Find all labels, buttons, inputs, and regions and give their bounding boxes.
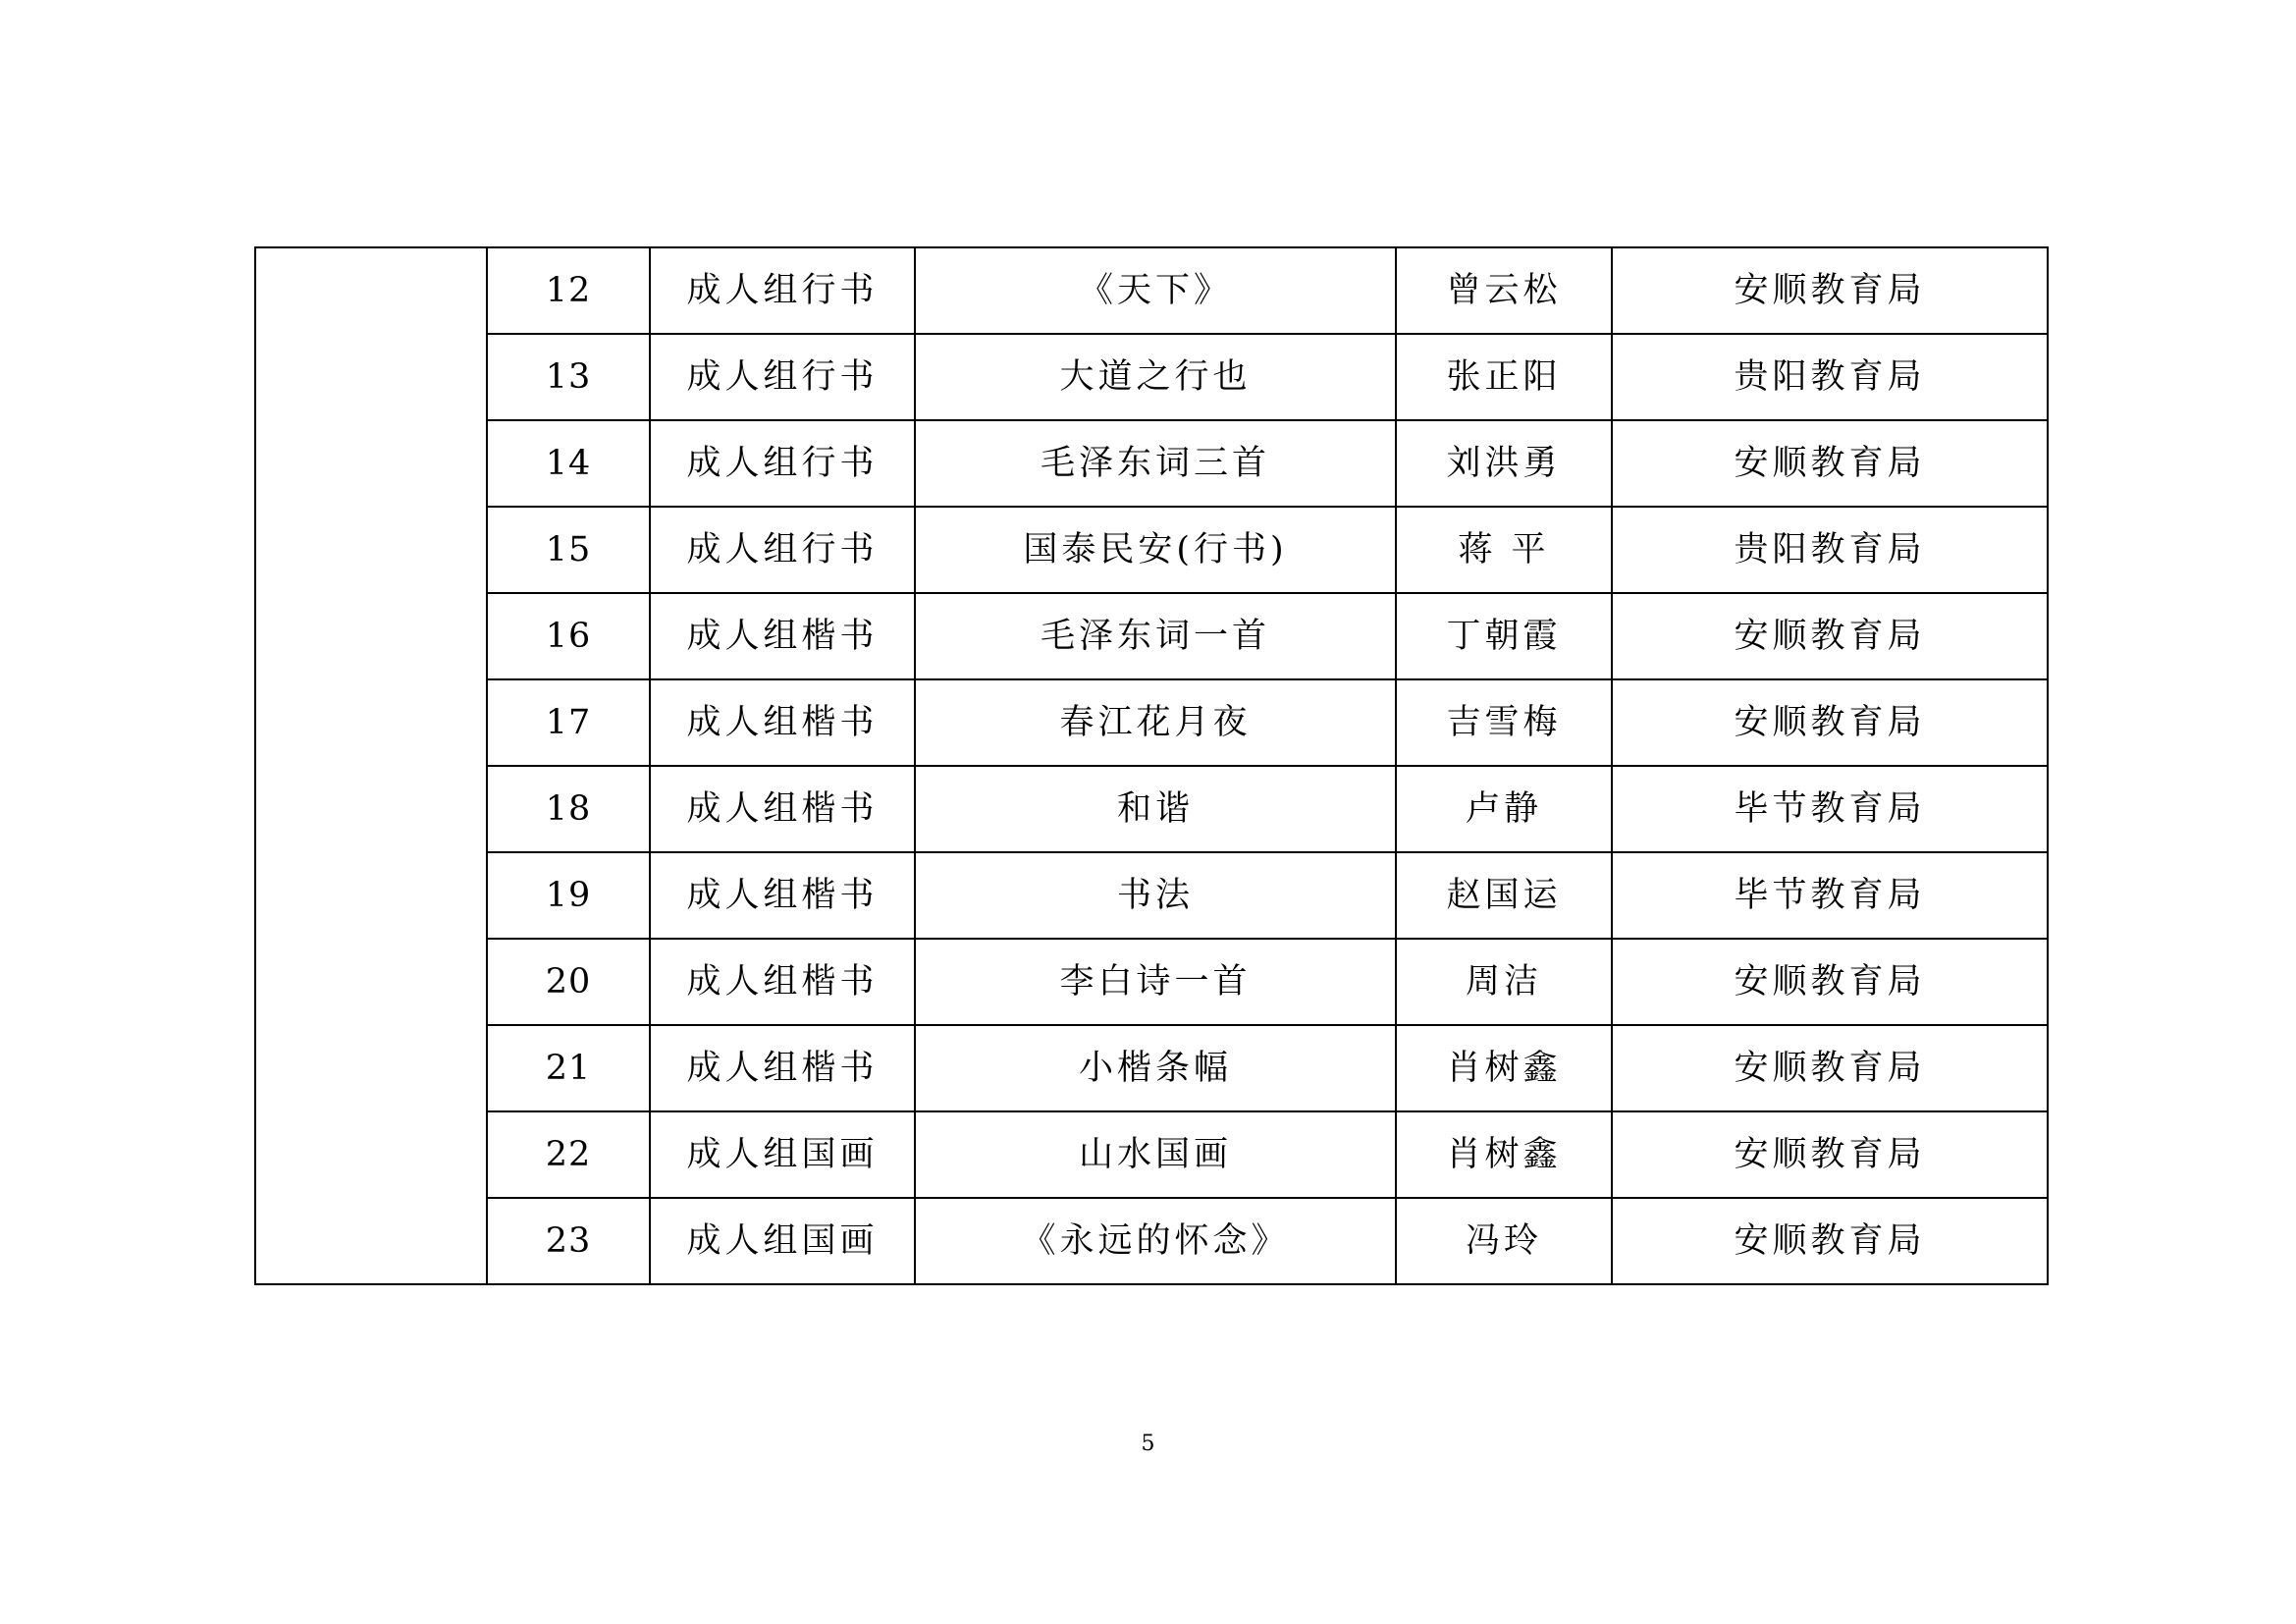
author-cell: 张正阳 (1396, 334, 1612, 420)
unit-cell: 安顺教育局 (1612, 939, 2048, 1025)
group-cell: 成人组行书 (650, 507, 915, 593)
unit-cell: 安顺教育局 (1612, 1198, 2048, 1284)
table-row (255, 593, 2048, 679)
group-cell: 成人组国画 (650, 1111, 915, 1198)
table-row (255, 334, 2048, 420)
title-cell: 山水国画 (915, 1111, 1396, 1198)
author-cell: 卢静 (1396, 766, 1612, 852)
group-cell: 成人组楷书 (650, 593, 915, 679)
group-cell: 成人组楷书 (650, 1025, 915, 1111)
row-number: 20 (487, 939, 650, 1025)
author-cell: 曾云松 (1396, 247, 1612, 334)
group-cell: 成人组楷书 (650, 766, 915, 852)
group-cell: 成人组楷书 (650, 852, 915, 939)
table-row (255, 766, 2048, 852)
title-cell: 书法 (915, 852, 1396, 939)
unit-cell: 贵阳教育局 (1612, 334, 2048, 420)
table-row (255, 939, 2048, 1025)
table-body (255, 247, 2048, 1284)
page-number: 5 (1141, 1432, 1155, 1456)
table-row (255, 1111, 2048, 1198)
author-cell: 周洁 (1396, 939, 1612, 1025)
group-cell: 成人组行书 (650, 334, 915, 420)
table-row (255, 852, 2048, 939)
row-number: 13 (487, 334, 650, 420)
row-number: 14 (487, 420, 650, 507)
title-cell: 《天下》 (915, 247, 1396, 334)
row-number: 16 (487, 593, 650, 679)
author-cell: 刘洪勇 (1396, 420, 1612, 507)
title-cell: 李白诗一首 (915, 939, 1396, 1025)
title-cell: 春江花月夜 (915, 679, 1396, 766)
unit-cell: 安顺教育局 (1612, 420, 2048, 507)
row-number: 19 (487, 852, 650, 939)
title-cell: 《永远的怀念》 (915, 1198, 1396, 1284)
table-row (255, 679, 2048, 766)
title-cell: 国泰民安(行书) (915, 507, 1396, 593)
unit-cell: 安顺教育局 (1612, 679, 2048, 766)
author-cell: 肖树鑫 (1396, 1111, 1612, 1198)
title-cell: 小楷条幅 (915, 1025, 1396, 1111)
merged-category-cell (255, 247, 487, 1284)
unit-cell: 贵阳教育局 (1612, 507, 2048, 593)
row-number: 17 (487, 679, 650, 766)
group-cell: 成人组行书 (650, 420, 915, 507)
author-cell: 冯玲 (1396, 1198, 1612, 1284)
unit-cell: 安顺教育局 (1612, 1025, 2048, 1111)
unit-cell: 安顺教育局 (1612, 593, 2048, 679)
author-cell: 肖树鑫 (1396, 1025, 1612, 1111)
title-cell: 毛泽东词一首 (915, 593, 1396, 679)
group-cell: 成人组楷书 (650, 939, 915, 1025)
table-row (255, 507, 2048, 593)
row-number: 23 (487, 1198, 650, 1284)
table-row (255, 420, 2048, 507)
group-cell: 成人组行书 (650, 247, 915, 334)
table-row (255, 1198, 2048, 1284)
unit-cell: 毕节教育局 (1612, 766, 2048, 852)
awards-table (254, 246, 2049, 1285)
row-number: 22 (487, 1111, 650, 1198)
author-cell: 吉雪梅 (1396, 679, 1612, 766)
group-cell: 成人组楷书 (650, 679, 915, 766)
author-cell: 赵国运 (1396, 852, 1612, 939)
unit-cell: 安顺教育局 (1612, 247, 2048, 334)
author-cell: 蒋 平 (1396, 507, 1612, 593)
unit-cell: 毕节教育局 (1612, 852, 2048, 939)
row-number: 18 (487, 766, 650, 852)
row-number: 21 (487, 1025, 650, 1111)
title-cell: 和谐 (915, 766, 1396, 852)
unit-cell: 安顺教育局 (1612, 1111, 2048, 1198)
title-cell: 毛泽东词三首 (915, 420, 1396, 507)
author-cell: 丁朝霞 (1396, 593, 1612, 679)
table-row (255, 247, 2048, 334)
title-cell: 大道之行也 (915, 334, 1396, 420)
row-number: 15 (487, 507, 650, 593)
group-cell: 成人组国画 (650, 1198, 915, 1284)
row-number: 12 (487, 247, 650, 334)
table-row (255, 1025, 2048, 1111)
